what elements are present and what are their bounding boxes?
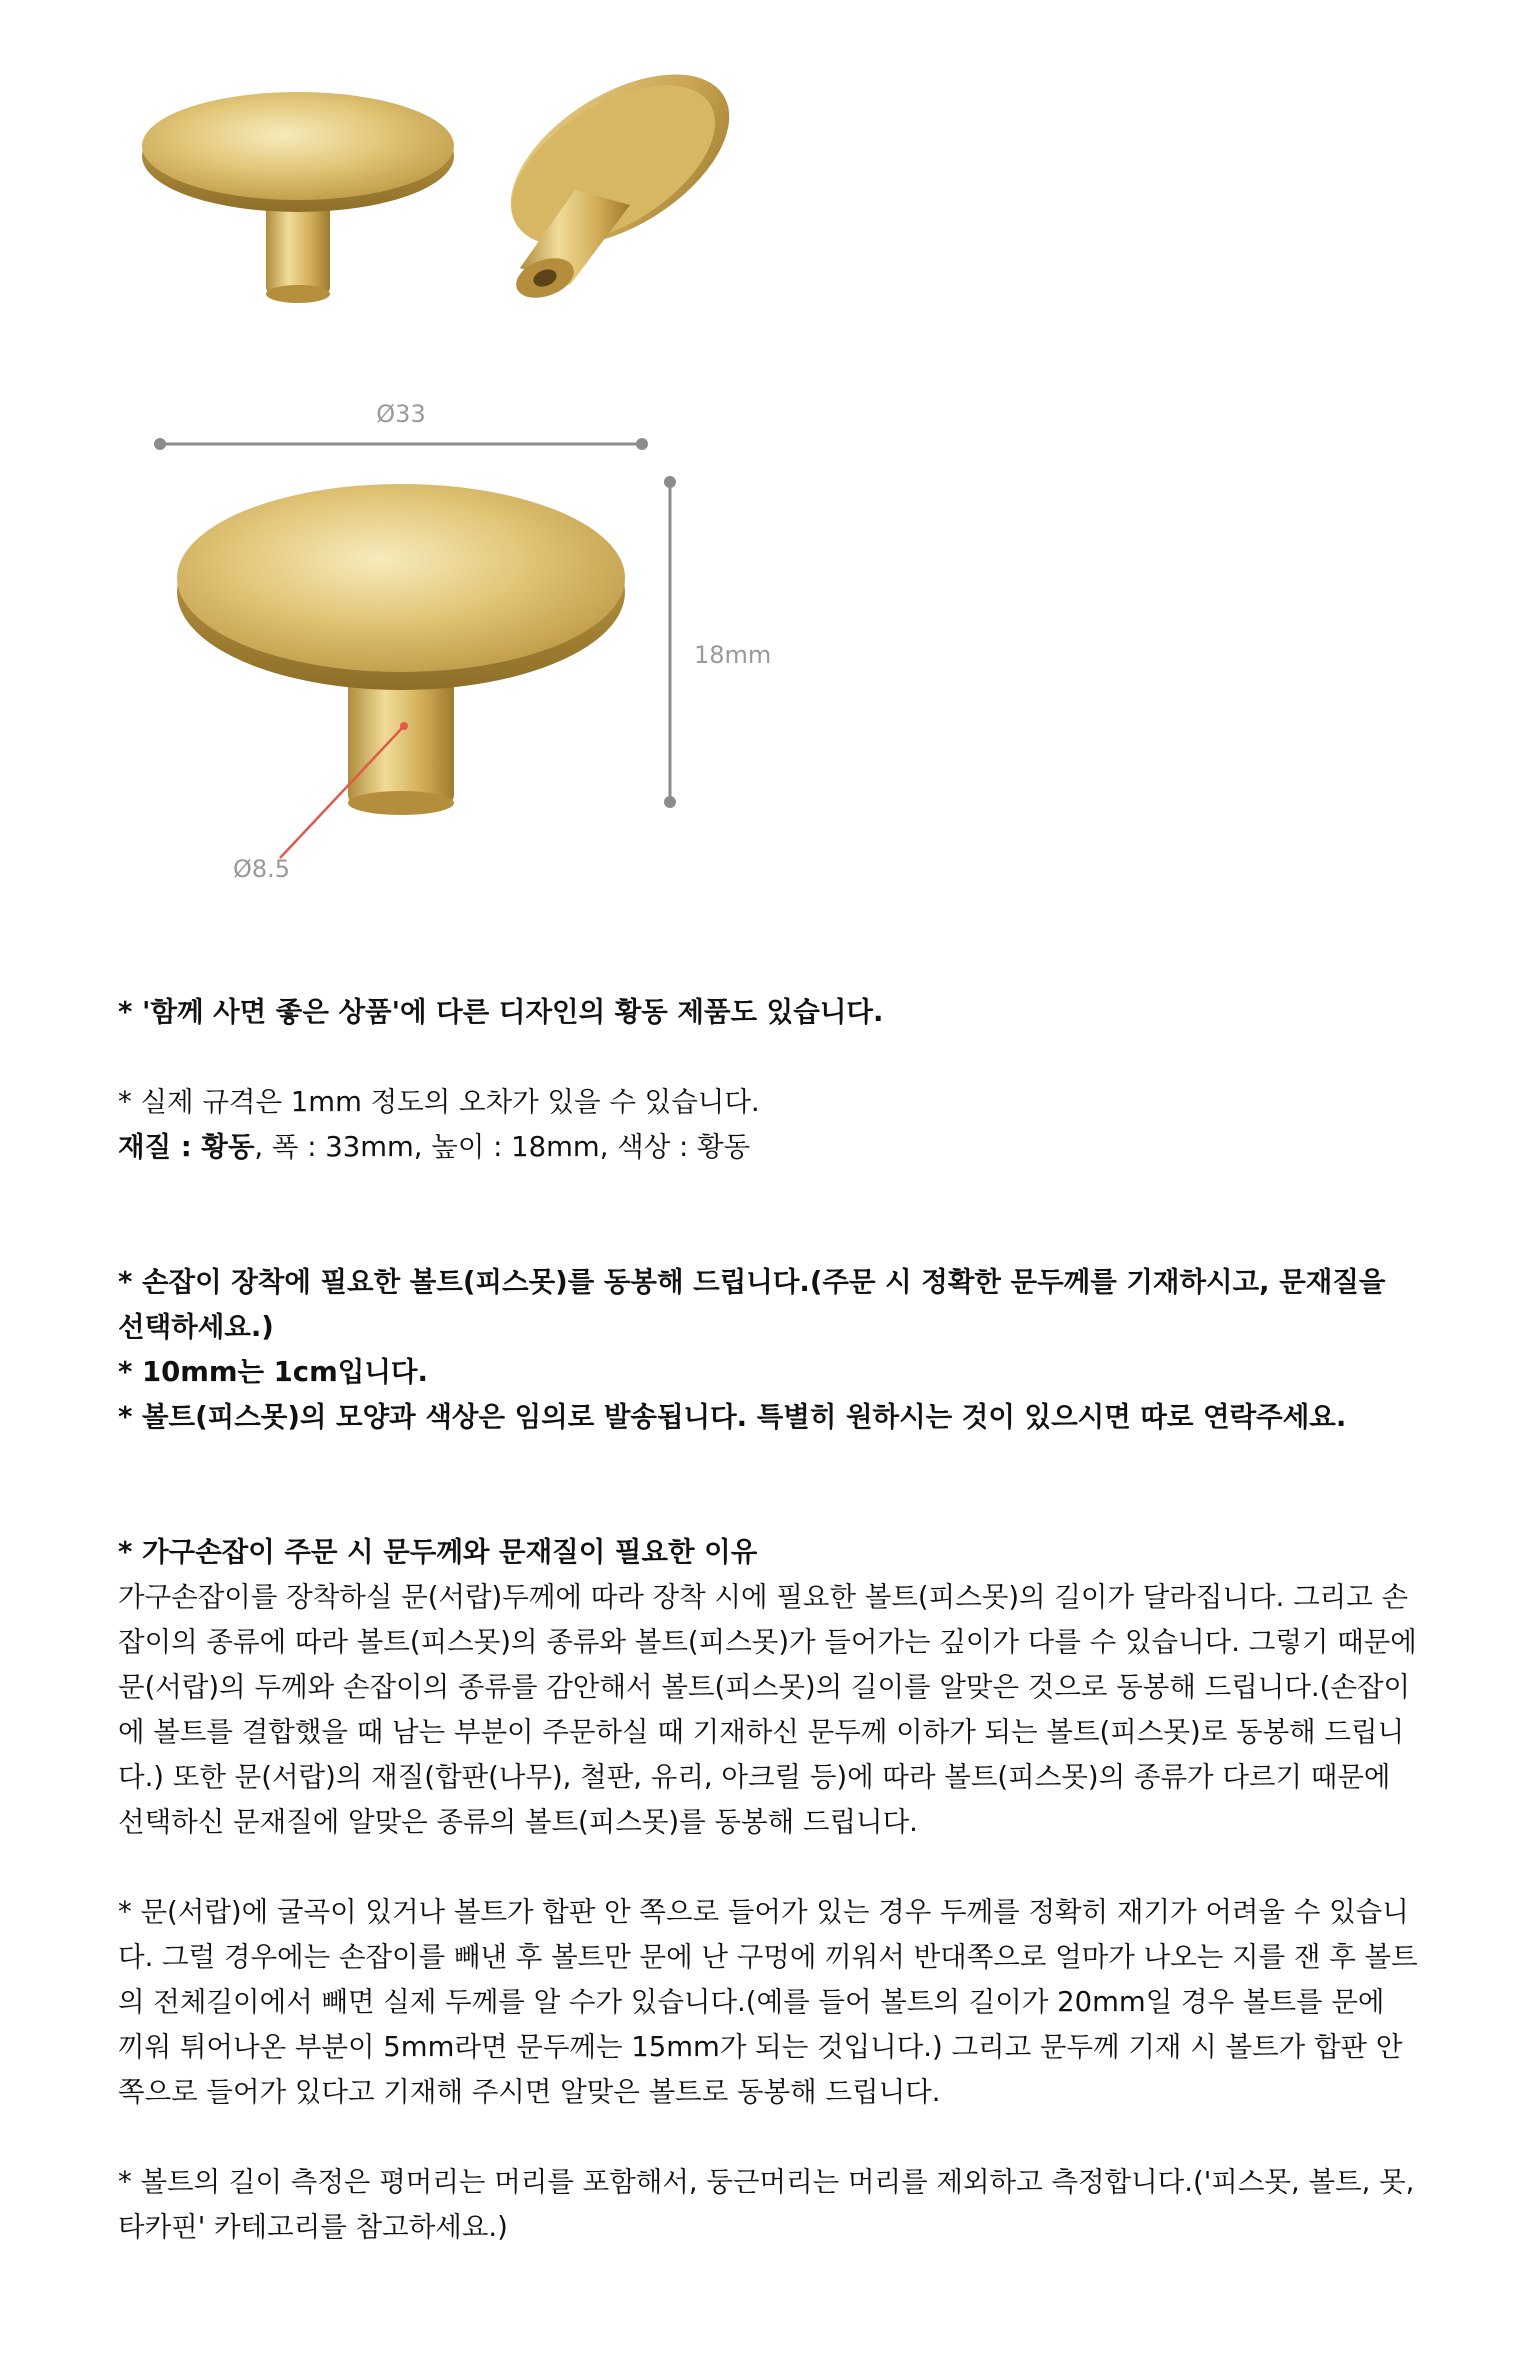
bolt-included-note: * 손잡이 장착에 필요한 볼트(피스못)를 동봉해 드립니다.(주문 시 정확한 문두께를 기재하시고, 문재질을 선택하세요.) (118, 1266, 1386, 1343)
bolt-length-note: * 볼트의 길이 측정은 평머리는 머리를 포함해서, 둥근머리는 머리를 제외하고 측정합니다.('피스못, 볼트, 못, 타카핀' 카테고리를 참고하세요.) (118, 2166, 1415, 2243)
spec-details: , 폭 : 33mm, 높이 : 18mm, 색상 : 황동 (254, 1131, 751, 1163)
design-note: * '함께 사면 좋은 상품'에 다른 디자인의 황동 제품도 있습니다. (118, 996, 884, 1028)
reason-title: * 가구손잡이 주문 시 문두께와 문재질이 필요한 이유 (118, 1536, 758, 1568)
knob-front-photo (142, 92, 454, 303)
bolt-random-note: * 볼트(피스못)의 모양과 색상은 임의로 발송됩니다. 특별히 원하시는 것이 있으시면 따로 연락주세요. (118, 1401, 1347, 1433)
dimension-diagram (154, 400, 771, 883)
unit-note: * 10mm는 1cm입니다. (118, 1356, 428, 1388)
product-figure (0, 0, 1531, 920)
height-dimension-label: 18mm (694, 641, 772, 669)
stem-dimension-label: Ø8.5 (233, 855, 291, 883)
spec-material-label: 재질 : 황동 (118, 1131, 255, 1163)
tolerance-note: * 실제 규격은 1mm 정도의 오차가 있을 수 있습니다. (118, 1086, 760, 1118)
width-dimension-label: Ø33 (376, 400, 426, 428)
measure-curved-note: * 문(서랍)에 굴곡이 있거나 볼트가 합판 안 쪽으로 들어가 있는 경우 두께를 정확히 재기가 어려울 수 있습니다. 그럴 경우에는 손잡이를 빼낸 후 볼트만 문에 난 구멍에 끼워서 반대쪽으로 얼마가 나오는 지를 잰 후 볼트의 전체길이에서 빼면 실제 두께를 알 수가 있습니다.(예를 들어 볼트의 길이가 20mm일 경우 볼트를 문에 끼워 튀어나온 부분이 5mm라면 문두께는 15mm가 되는 것입니다.) 그리고 문두께 기재 시 볼트가 합판 안 쪽으로 들어가 있다고 기재해 주시면 알맞은 볼트로 동봉해 드립니다. (118, 1896, 1418, 2108)
reason-body: 가구손잡이를 장착하실 문(서랍)두께에 따라 장착 시에 필요한 볼트(피스못)의 길이가 달라집니다. 그리고 손잡이의 종류에 따라 볼트(피스못)의 종류와 볼트(피스못)가 들어가는 깊이가 다를 수 있습니다. 그렇기 때문에 문(서랍)의 두께와 손잡이의 종류를 감안해서 볼트(피스못)의 길이를 알맞은 것으로 동봉해 드립니다.(손잡이에 볼트를 결합했을 때 남는 부분이 주문하실 때 기재하신 문두께 이하가 되는 볼트(피스못)로 동봉해 드립니다.) 또한 문(서랍)의 재질(합판(나무), 철판, 유리, 아크릴 등)에 따라 볼트(피스못)의 종류가 다르기 때문에 선택하신 문재질에 알맞은 종류의 볼트(피스못)를 동봉해 드립니다. (118, 1581, 1417, 1838)
spec-line (118, 1125, 1418, 1170)
knob-back-photo (482, 39, 759, 305)
product-description (118, 990, 1418, 2250)
